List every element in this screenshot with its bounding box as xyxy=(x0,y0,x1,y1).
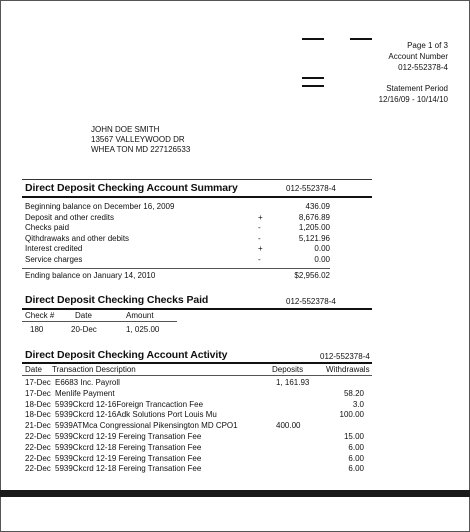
statement-period: 12/16/09 - 10/14/10 xyxy=(378,95,448,104)
total-rule xyxy=(22,268,330,269)
checks-header-amount: Amount xyxy=(126,311,154,320)
summary-row-amount: 0.00 xyxy=(314,244,330,253)
activity-row-desc: 5939ATMca Congressional Pikensington MD CPO1 xyxy=(55,421,238,431)
activity-row-date: 22-Dec xyxy=(25,453,51,463)
address-city: WHEA TON MD 227126533 xyxy=(91,145,191,154)
summary-row-sign: - xyxy=(258,233,261,243)
check-date: 20-Dec xyxy=(71,325,97,334)
activity-header-withdrawals: Withdrawals xyxy=(326,365,370,374)
summary-row-amount: 8,676.89 xyxy=(298,212,330,222)
activity-row-desc: 5939Ckcrd 12-19 Fereing Transation Fee xyxy=(55,432,202,441)
activity-row-withdrawal: 3.0 xyxy=(352,399,364,409)
activity-header-date: Date xyxy=(25,365,42,374)
section-rule xyxy=(22,196,372,198)
address-name: JOHN DOE SMITH xyxy=(91,125,160,134)
activity-header-rule xyxy=(22,375,372,376)
activity-row-desc: 5939Ckcrd 12-18 Fereing Transation Fee xyxy=(55,464,202,474)
activity-account: 012-552378-4 xyxy=(320,352,370,361)
summary-row-sign: - xyxy=(258,254,261,264)
ending-balance-label: Ending balance on January 14, 2010 xyxy=(25,271,156,280)
summary-row-label: Deposit and other credits xyxy=(25,212,114,222)
summary-row-label: Service charges xyxy=(25,254,83,264)
activity-row-date: 17-Dec xyxy=(25,378,51,387)
summary-title: Direct Deposit Checking Account Summary xyxy=(25,182,238,194)
activity-row-desc: 5939Ckcrd 12-16Foreign Trancaction Fee xyxy=(55,399,204,409)
activity-row-date: 22-Dec xyxy=(25,464,51,474)
activity-row-withdrawal: 58.20 xyxy=(343,388,364,398)
summary-row-amount: 0.00 xyxy=(314,254,330,264)
activity-row-withdrawal: 6.00 xyxy=(348,453,364,463)
section-rule xyxy=(22,362,372,364)
account-number: 012-552378-4 xyxy=(398,63,448,72)
summary-row-amount: 5,121.96 xyxy=(298,233,330,243)
activity-title: Direct Deposit Checking Account Activity xyxy=(25,349,228,361)
footer-band xyxy=(0,490,470,497)
statement-period-label: Statement Period xyxy=(386,84,448,93)
ending-balance-amount: $2,956.02 xyxy=(294,271,330,280)
header-mark xyxy=(302,38,324,40)
section-rule xyxy=(22,179,372,180)
summary-row-label: Qithdrawaks and other debits xyxy=(25,233,130,243)
summary-row-sign: + xyxy=(258,212,263,222)
check-amount: 1, 025.00 xyxy=(126,325,160,334)
activity-row-date: 22-Dec xyxy=(25,432,51,441)
activity-row-date: 18-Dec xyxy=(25,410,51,420)
account-number-label: Account Number xyxy=(388,52,448,61)
activity-row-desc: Menlife Payment xyxy=(55,388,115,398)
summary-row-sign: - xyxy=(258,223,261,232)
summary-row-label: Beginning balance on December 16, 2009 xyxy=(25,202,175,211)
summary-row-label: Interest credited xyxy=(25,244,83,253)
checks-header-date: Date xyxy=(75,311,92,320)
activity-row-desc: E6683 Inc. Payroll xyxy=(55,378,120,387)
activity-row-deposit: 1, 161.93 xyxy=(276,378,310,387)
header-mark xyxy=(350,38,372,40)
header-mark xyxy=(302,85,324,87)
summary-row-amount: 1,205.00 xyxy=(298,223,330,232)
checks-account: 012-552378-4 xyxy=(286,297,336,306)
activity-row-desc: 5939Ckcrd 12-18 Fereing Transation Fee xyxy=(55,442,202,452)
activity-row-date: 18-Dec xyxy=(25,399,51,409)
activity-row-deposit: 400.00 xyxy=(276,421,301,431)
summary-row-amount: 436.09 xyxy=(305,202,330,211)
checks-header-rule xyxy=(22,321,177,322)
address-street: 13567 VALLEYWOOD DR xyxy=(91,135,185,144)
summary-row-sign: + xyxy=(258,244,263,253)
section-rule xyxy=(22,308,372,310)
activity-row-date: 22-Dec xyxy=(25,442,51,452)
checks-title: Direct Deposit Checking Checks Paid xyxy=(25,294,209,306)
activity-header-desc: Transaction Description xyxy=(52,365,136,374)
activity-row-withdrawal: 15.00 xyxy=(343,432,364,441)
checks-header-check: Check # xyxy=(25,311,55,320)
activity-row-date: 21-Dec xyxy=(25,421,51,431)
activity-row-withdrawal: 100.00 xyxy=(339,410,364,420)
summary-row-label: Checks paid xyxy=(25,223,70,232)
activity-row-withdrawal: 6.00 xyxy=(348,442,364,452)
check-number: 180 xyxy=(30,325,44,334)
activity-row-date: 17-Dec xyxy=(25,388,51,398)
activity-row-withdrawal: 6.00 xyxy=(348,464,364,474)
summary-account: 012-552378-4 xyxy=(286,184,336,193)
activity-row-desc: 5939Ckcrd 12-19 Fereing Transation Fee xyxy=(55,453,202,463)
page-number: Page 1 of 3 xyxy=(407,41,448,50)
activity-header-deposits: Deposits xyxy=(272,365,304,374)
activity-row-desc: 5939Ckcrd 12-16Adk Solutions Port Louis Mu xyxy=(55,410,217,420)
header-mark xyxy=(302,77,324,79)
